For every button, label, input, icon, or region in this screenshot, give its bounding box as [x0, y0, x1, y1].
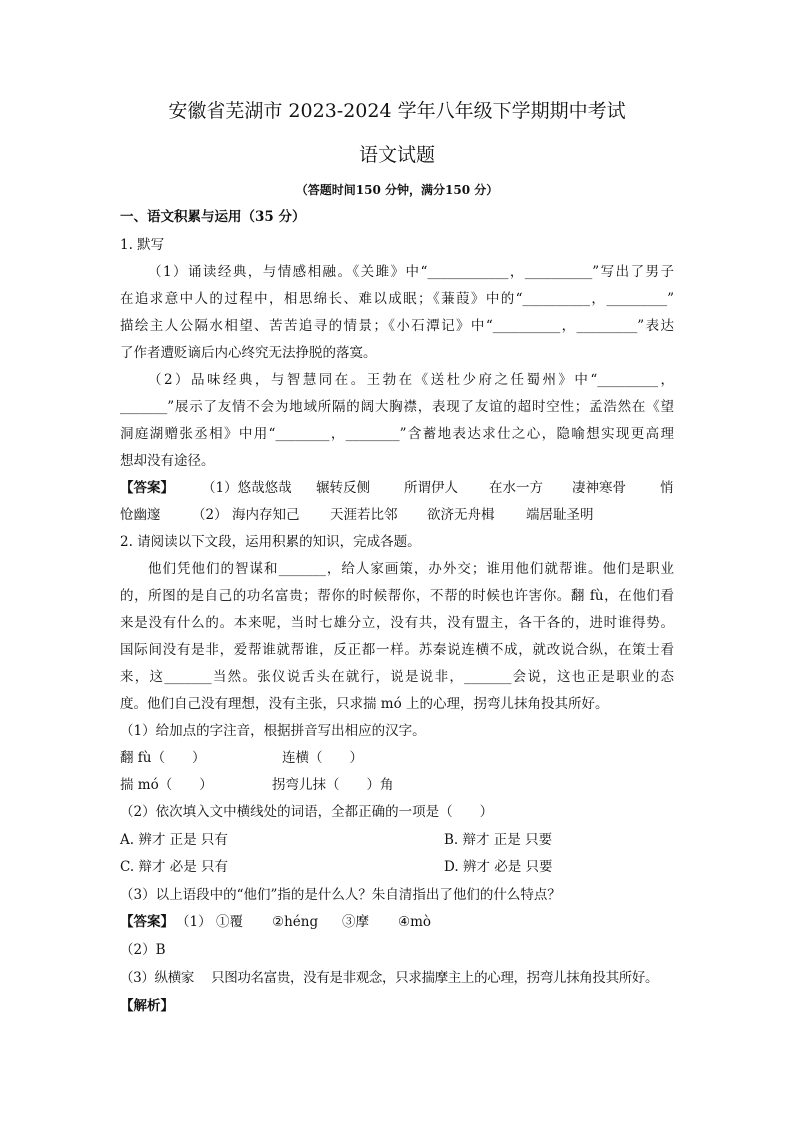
- q1-text-line: 洞庭湖赠张丞相》中用“________，________”含蓄地表达求仕之心，隐喻想实现更高理: [120, 426, 674, 442]
- question-2-label: 2. 请阅读以下文段，运用积累的知识，完成各题。: [120, 534, 421, 550]
- q1-text-line: （1）诵读经典，与情感相融。《关雎》中“____________，__________”写出了男子: [148, 264, 674, 280]
- answer-item: ④mò: [398, 914, 432, 930]
- option-a: A. 辨才 正是 只有: [120, 832, 228, 848]
- q1-text-line: 描绘主人公隔水相望、苦苦追寻的情景；《小石潭记》中“__________，_________”表达: [120, 318, 674, 334]
- passage-line: 来，这_______当然。张仪说舌头在就行，说是说非，_______会说，这也正是职业的态: [120, 669, 674, 685]
- option-d: D. 辨才 必是 只要: [444, 859, 553, 875]
- q1-text-line: _______”展示了友情不会为地域所隔的阔大胸襟，表现了友谊的超时空性；孟浩然在《望: [120, 399, 674, 415]
- answer-line: （3）纵横家 只图功名富贵，没有是非观念，只求揣摩主上的心理，拐弯儿抹角投其所好。: [120, 970, 659, 986]
- option-c: C. 辩才 必是 只有: [120, 859, 229, 875]
- answer-item: 天涯若比邻: [330, 507, 398, 523]
- q1-text-line: 了作者遭贬谪后内心终究无法挣脱的落寞。: [120, 345, 377, 361]
- pinyin-fill-item: 连横（ ）: [282, 750, 363, 766]
- analysis-label: 【解析】: [120, 998, 174, 1014]
- answer-item: ①覆: [216, 914, 243, 930]
- pinyin-fill-item: 翻 fù（ ）: [120, 750, 206, 766]
- answer-item: 凄神寒骨: [572, 480, 626, 496]
- q1-text-line: 想却没有途径。: [120, 453, 215, 469]
- answer-item: 端居耻圣明: [526, 507, 594, 523]
- answer-item: 所谓伊人: [404, 480, 458, 496]
- q2-answer-row: [120, 913, 674, 931]
- option-b: B. 辩才 正是 只要: [444, 832, 553, 848]
- passage-line: 来是没有什么的。本来呢，当时七雄分立，没有共，没有盟主，各干各的，进时谁得势。: [120, 615, 674, 631]
- q1-answer-row: [120, 506, 674, 524]
- answer-item: （1）悠哉悠哉: [202, 480, 292, 496]
- page-title: 安徽省芜湖市 2023-2024 学年八年级下学期期中考试: [168, 100, 626, 122]
- pinyin-fill-item: 揣 mó（ ）: [120, 777, 213, 793]
- pinyin-fill-item: 拐弯儿抹（ ）角: [272, 777, 394, 793]
- passage-line: 他们凭他们的智谋和_______，给人家画策，办外交；谁用他们就帮谁。他们是职业: [148, 561, 674, 577]
- q1-text-line: 在追求意中人的过程中，相思绵长、难以成眠；《蒹葭》中的“__________，_________”: [120, 291, 674, 307]
- answer-item: ③摩: [342, 914, 369, 930]
- passage-line: 度。他们自己没有理想，没有主张，只求揣 mó 上的心理，拐弯儿抹角投其所好。: [120, 696, 609, 712]
- answer-item: 海内存知己: [232, 507, 300, 523]
- sub-question-1: （1）给加点的字注音，根据拼音写出相应的汉字。: [120, 723, 426, 739]
- answer-item: （2）: [192, 507, 228, 523]
- section-heading: 一、语文积累与运用（35 分）: [120, 209, 306, 225]
- answer-line: （2）B: [120, 942, 166, 958]
- answer-item: 在水一方: [489, 480, 543, 496]
- sub-question-2: （2）依次填入文中横线处的词语，全都正确的一项是（ ）: [120, 804, 494, 820]
- answer-item: 欲济无舟楫: [427, 507, 495, 523]
- exam-time-note: （答题时间150 分钟，满分150 分）: [295, 183, 499, 197]
- passage-line: 国际间没有是非，爱帮谁就帮谁，反正都一样。苏秦说连横不成，就改说合纵，在策士看: [120, 642, 674, 658]
- answer-item: 怆幽邃: [120, 507, 161, 523]
- sub-question-3: （3）以上语段中的“他们”指的是什么人？朱自清指出了他们的什么特点？: [120, 887, 561, 903]
- answer-label: 【答案】: [120, 480, 174, 496]
- answer-item: 悄: [660, 480, 674, 496]
- answer-item: ②héng: [272, 914, 319, 930]
- answer-label: 【答案】: [120, 914, 174, 930]
- passage-line: 的，所图的是自己的功名富贵；帮你的时候帮你，不帮的时候也许害你。翻 fù，在他们看: [120, 588, 674, 604]
- answer-item: 辗转反侧: [316, 480, 370, 496]
- page-subtitle: 语文试题: [358, 144, 435, 166]
- q1-answer-row: [120, 479, 674, 497]
- answer-item: （1）: [176, 914, 212, 930]
- question-1-label: 1. 默写: [120, 237, 165, 253]
- q1-text-line: （2）品味经典，与智慧同在。王勃在《送杜少府之任蜀州》中“_________，: [148, 372, 674, 388]
